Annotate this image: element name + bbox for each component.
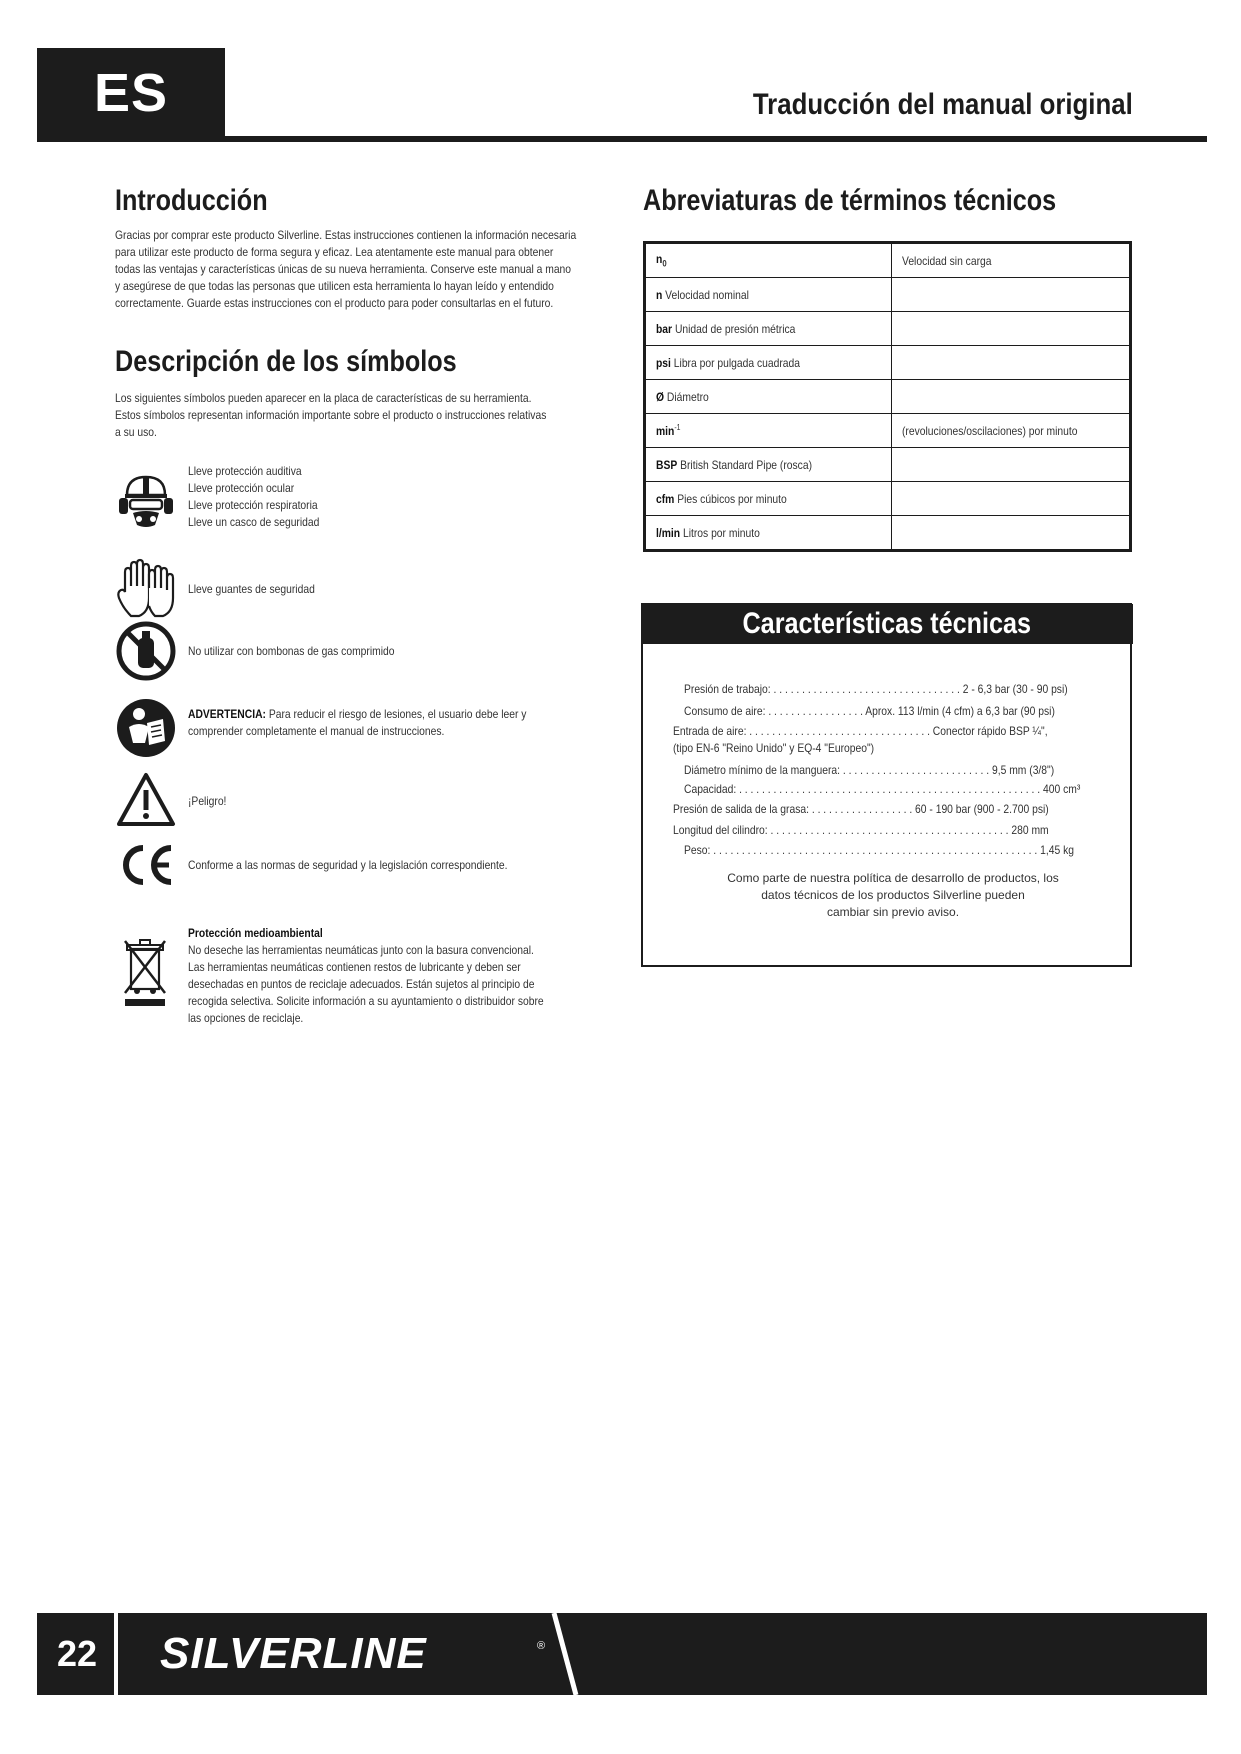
intro-line: para utilizar este producto de forma segura y eficaz. Lea atentamente este manual para obtener	[115, 245, 554, 259]
abbreviation-term-cell	[645, 482, 892, 516]
abbreviation-description-cell	[892, 278, 1131, 312]
spec-line: Consumo de aire: . . . . . . . . . . . . . . . . . Aprox. 113 l/min (4 cfm) a 6,3 bar (90 psi)	[684, 704, 1055, 718]
spec-line: Diámetro mínimo de la manguera: . . . . . . . . . . . . . . . . . . . . . . . . . . 9,5 mm (3/8")	[684, 763, 1055, 777]
environment-line: recogida selectiva. Solicite información a su ayuntamiento o distribuidor sobre	[188, 994, 544, 1008]
abbreviation-meaning: Velocidad nominal	[662, 287, 749, 302]
gloves-icon	[115, 558, 177, 620]
symbols-heading: Descripción de los símbolos	[115, 345, 457, 378]
symbols-intro-line: Los siguientes símbolos pueden aparecer en la placa de características de su herramienta.	[115, 391, 532, 405]
ppe-line: Lleve protección auditiva	[188, 464, 302, 478]
header-rule	[37, 136, 1207, 142]
symbols-intro-line: a su uso.	[115, 425, 157, 439]
abbreviation-description-cell	[892, 448, 1131, 482]
specs-note-line: datos técnicos de los productos Silverline pueden	[761, 888, 1025, 902]
no-gas-label: No utilizar con bombonas de gas comprimido	[188, 644, 395, 658]
read-manual-icon	[115, 697, 177, 759]
spec-line: Entrada de aire: . . . . . . . . . . . . . . . . . . . . . . . . . . . . . . . . Conector rápido BSP ¼",	[673, 724, 1048, 738]
warning-text	[188, 706, 566, 740]
abbreviations-heading: Abreviaturas de términos técnicos	[643, 184, 1057, 217]
page-title: Traducción del manual original	[753, 88, 1133, 121]
ppe-text	[188, 463, 566, 531]
specs-heading-text: Características técnicas	[742, 607, 1032, 640]
spec-line: Presión de salida de la grasa: . . . . . . . . . . . . . . . . . . 60 - 190 bar (900 - 2.700 psi)	[673, 802, 1049, 816]
specs-note-line: cambiar sin previo aviso.	[826, 905, 960, 919]
symbol-row-ce	[115, 834, 585, 896]
abbreviation-description-cell	[892, 243, 1131, 278]
symbol-row-danger	[115, 770, 585, 832]
spec-line: Peso: . . . . . . . . . . . . . . . . . . . . . . . . . . . . . . . . . . . . . . . . . . . . . . . . . . . . . . . . . 1,45 kg	[684, 843, 1074, 857]
spec-line: Presión de trabajo: . . . . . . . . . . . . . . . . . . . . . . . . . . . . . . . . . 2 - 6,3 bar (30 - 90 psi)	[684, 682, 1068, 696]
abbreviation-symbol: cfm	[656, 491, 675, 506]
abbreviation-row	[645, 482, 1131, 516]
abbreviation-row	[645, 243, 1131, 278]
abbreviation-symbol: n	[656, 252, 663, 267]
specs-heading	[641, 604, 1133, 644]
abbreviation-row	[645, 380, 1131, 414]
ce-text	[188, 857, 566, 874]
abbreviation-meaning: Pies cúbicos por minuto	[674, 491, 787, 506]
warning-line: Para reducir el riesgo de lesiones, el usuario debe leer y	[268, 707, 527, 721]
weee-bin-icon	[121, 937, 169, 1007]
specs-note-line: Como parte de nuestra política de desarrollo de productos, los	[727, 871, 1059, 885]
specs-note	[693, 870, 1093, 921]
abbreviations-table	[643, 241, 1132, 552]
abbreviation-meaning: British Standard Pipe (rosca)	[677, 457, 813, 472]
symbol-row-warning	[115, 697, 585, 763]
abbreviation-meaning: Litros por minuto	[680, 525, 760, 540]
warning-line: comprender completamente el manual de instrucciones.	[188, 724, 445, 738]
environment-text	[188, 925, 566, 1027]
abbreviation-meaning: Unidad de presión métrica	[672, 321, 796, 336]
environment-line: las opciones de reciclaje.	[188, 1011, 304, 1025]
abbreviation-term-cell	[645, 380, 892, 414]
abbreviation-subscript: 0	[662, 258, 667, 269]
abbreviation-symbol: BSP	[656, 457, 678, 472]
no-gas-cylinder-icon	[115, 620, 177, 682]
abbreviation-symbol: psi	[656, 355, 671, 370]
abbreviation-symbol: min	[656, 424, 675, 438]
abbreviation-term-cell	[645, 243, 892, 278]
symbol-row-ppe	[115, 463, 585, 543]
environment-line: No deseche las herramientas neumáticas junto con la basura convencional.	[188, 943, 534, 957]
environment-line: Las herramientas neumáticas contienen restos de lubricante y deben ser	[188, 960, 521, 974]
spec-line: Longitud del cilindro: . . . . . . . . . . . . . . . . . . . . . . . . . . . . . . . . . . . . . . . . . . 280 mm	[673, 823, 1049, 837]
danger-text	[188, 793, 566, 810]
abbreviation-meaning: Libra por pulgada cuadrada	[670, 355, 801, 370]
symbols-intro-line: Estos símbolos representan información importante sobre el producto o instrucciones relativas	[115, 408, 547, 422]
abbreviation-symbol: l/min	[656, 525, 681, 540]
abbreviation-row	[645, 414, 1131, 448]
intro-heading: Introducción	[115, 184, 268, 217]
abbreviation-description-cell	[892, 482, 1131, 516]
symbol-row-environment	[115, 925, 585, 1025]
page-number: 22	[56, 1633, 98, 1674]
footer-divider	[114, 1613, 118, 1695]
environment-line: desechadas en puntos de reciclaje adecuados. Están sujetos al principio de	[188, 977, 535, 991]
abbreviation-description-cell	[892, 346, 1131, 380]
no-gas-text	[188, 643, 566, 660]
abbreviation-row	[645, 346, 1131, 380]
abbreviation-term-cell	[645, 312, 892, 346]
abbreviation-term-cell	[645, 516, 892, 551]
abbreviation-description-cell	[892, 516, 1131, 551]
abbreviation-row	[645, 516, 1131, 551]
intro-line: Gracias por comprar este producto Silverline. Estas instrucciones contienen la información necesaria	[115, 228, 577, 242]
gloves-label: Lleve guantes de seguridad	[188, 582, 315, 596]
danger-label: ¡Peligro!	[188, 794, 227, 808]
abbreviation-symbol: Ø	[656, 389, 665, 404]
intro-line: y asegúrese de que todas las personas que utilicen esta herramienta lo hayan leído y entendido	[115, 279, 554, 293]
symbols-intro	[115, 390, 546, 441]
ppe-icon	[115, 469, 177, 531]
intro-line: todas las ventajas y características únicas de su nueva herramienta. Conserve este manual a mano	[115, 262, 572, 276]
brand-registered-mark: ®	[537, 1640, 546, 1652]
abbreviation-description-cell	[892, 414, 1131, 448]
spec-line: (tipo EN-6 "Reino Unido" y EQ-4 "Europeo")	[673, 741, 875, 755]
abbreviation-symbol: n	[656, 287, 663, 302]
abbreviation-term-cell	[645, 448, 892, 482]
abbreviation-term-cell	[645, 346, 892, 380]
danger-triangle-icon	[115, 770, 177, 832]
abbreviation-symbol: bar	[656, 321, 673, 336]
symbol-row-no-gas	[115, 620, 585, 684]
intro-line: correctamente. Guarde estas instrucciones con el producto para poder consultarlas en el futuro.	[115, 296, 554, 310]
abbreviation-term-cell	[645, 278, 892, 312]
abbreviation-row	[645, 278, 1131, 312]
silverline-logo	[150, 1613, 580, 1695]
abbreviation-description-cell	[892, 380, 1131, 414]
abbreviation-meaning: Diámetro	[664, 389, 709, 404]
ce-label: Conforme a las normas de seguridad y la legislación correspondiente.	[188, 858, 508, 872]
language-tab: ES	[37, 48, 225, 138]
ppe-line: Lleve protección respiratoria	[188, 498, 318, 512]
environment-title: Protección medioambiental	[188, 926, 323, 940]
abbreviation-description-cell	[892, 312, 1131, 346]
ppe-line: Lleve protección ocular	[188, 481, 295, 495]
abbreviation-superscript: -1	[674, 423, 681, 432]
ce-mark-icon	[115, 834, 177, 896]
gloves-text	[188, 581, 566, 598]
brand-text: SILVERLINE	[160, 1629, 427, 1678]
abbreviation-row	[645, 448, 1131, 482]
warning-label: ADVERTENCIA:	[188, 707, 266, 721]
symbol-row-gloves	[115, 558, 585, 622]
intro-paragraph	[115, 227, 576, 312]
abbreviation-row	[645, 312, 1131, 346]
abbreviation-description: Velocidad sin carga	[902, 253, 992, 268]
abbreviation-term-cell	[645, 414, 892, 448]
spec-line: Capacidad: . . . . . . . . . . . . . . . . . . . . . . . . . . . . . . . . . . . . . . . . . . . . . . . . . . . . . 400 cm³	[684, 782, 1081, 796]
abbreviation-description: (revoluciones/oscilaciones) por minuto	[902, 423, 1078, 438]
ppe-line: Lleve un casco de seguridad	[188, 515, 320, 529]
